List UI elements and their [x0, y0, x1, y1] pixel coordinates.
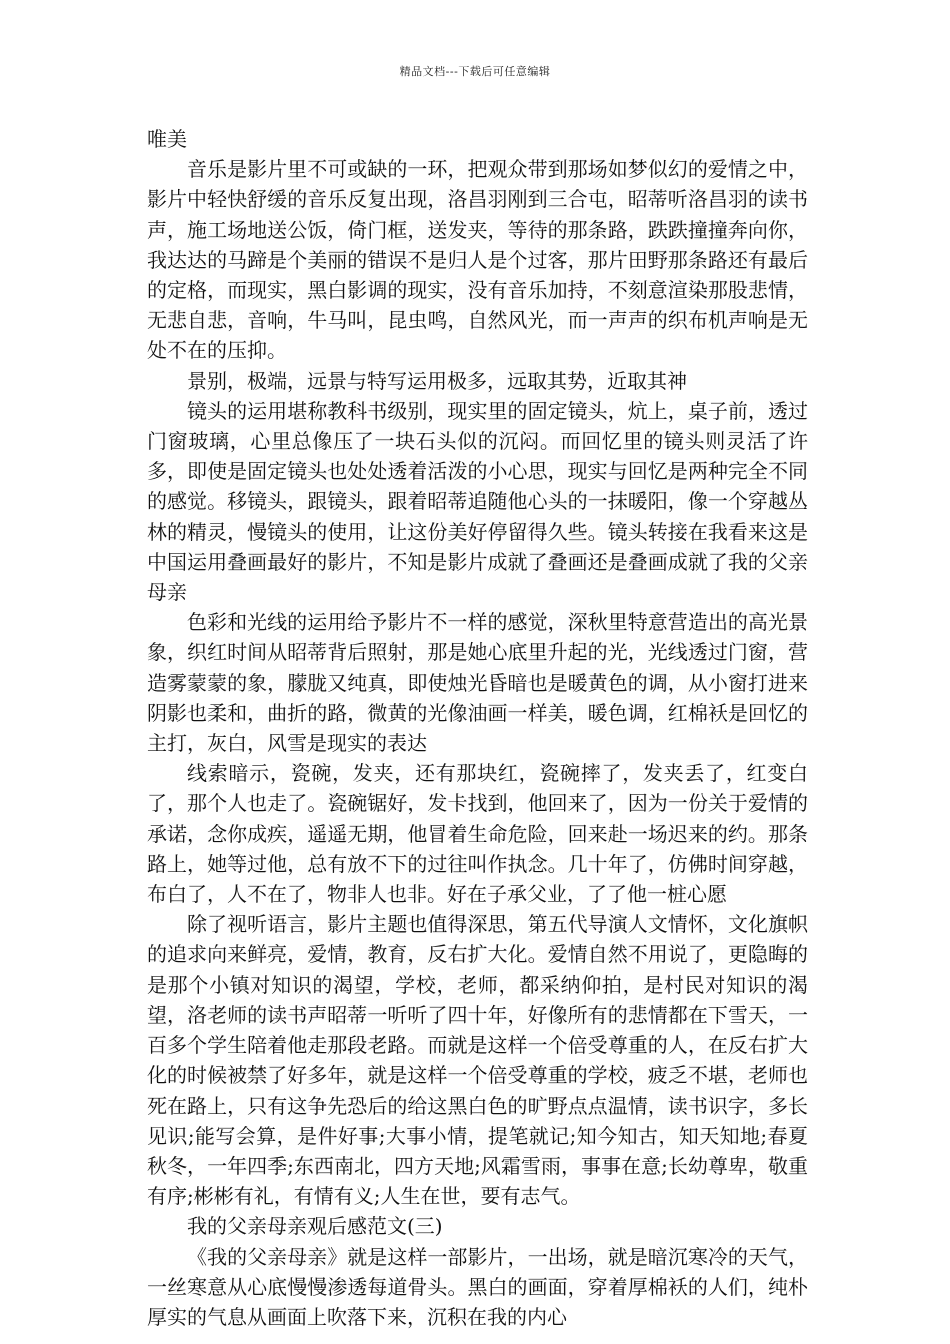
essay-title: 我的父亲母亲观后感范文(三)	[187, 1214, 443, 1239]
page-header: 精品文档---下载后可任意编辑	[399, 65, 551, 78]
paragraph-essay-intro: 《我的父亲母亲》就是这样一部影片，一出场，就是暗沉寒冷的天气，一丝寒意从心底慢慢渗透每道骨头。黑白的画面，穿着厚棉袄的人们，纯朴厚实的气息从画面上吹落下来，沉积在我的内心	[147, 1244, 808, 1329]
paragraph-framing: 景别，极端，远景与特写运用极多，远取其势，近取其神	[187, 368, 687, 393]
paragraph-camera: 镜头的运用堪称教科书级别，现实里的固定镜头，炕上，桌子前，透过门窗玻璃，心里总像压了一块石头似的沉闷。而回忆里的镜头则灵活了许多，即使是固定镜头也处处透着活泼的小心思，现实与回忆是两种完全不同的感觉。移镜头，跟镜头，跟着昭蒂追随他心头的一抹暖阳，像一个穿越丛林的精灵，慢镜头的使用，让这份美好停留得久些。镜头转接在我看来这是中国运用叠画最好的影片，不知是影片成就了叠画还是叠画成就了我的父亲母亲	[147, 398, 808, 605]
document-body	[147, 124, 808, 1332]
paragraph-clues: 线索暗示，瓷碗，发夹，还有那块红，瓷碗摔了，发夹丢了，红变白了，那个人也走了。瓷碗锯好，发卡找到，他回来了，因为一份关于爱情的承诺，念你成疾，遥遥无期，他冒着生命危险，回来赴一场迟来的约。那条路上，她等过他，总有放不下的过往叫作执念。几十年了，仿佛时间穿越，布白了，人不在了，物非人也非。好在子承父业，了了他一桩心愿	[147, 761, 808, 907]
section-heading: 唯美	[147, 127, 187, 151]
paragraph-color-light: 色彩和光线的运用给予影片不一样的感觉，深秋里特意营造出的高光景象，织红时间从昭蒂背后照射，那是她心底里升起的光，光线透过门窗，营造雾蒙蒙的象，朦胧又纯真，即使烛光昏暗也是暖黄色的调，从小窗打进来阴影也柔和，曲折的路，微黄的光像油画一样美，暖色调，红棉袄是回忆的主打，灰白，风雪是现实的表达	[147, 610, 808, 756]
paragraph-music: 音乐是影片里不可或缺的一环，把观众带到那场如梦似幻的爱情之中，影片中轻快舒缓的音乐反复出现，洛昌羽刚到三合屯，昭蒂听洛昌羽的读书声，施工场地送公饭，倚门框，送发夹，等待的那条路，跌跌撞撞奔向你，我达达的马蹄是个美丽的错误不是归人是个过客，那片田野那条路还有最后的定格，而现实，黑白影调的现实，没有音乐加持，不刻意渲染那股悲情，无悲自悲，音响，牛马叫，昆虫鸣，自然风光，而一声声的织布机声响是无处不在的压抑。	[147, 157, 808, 363]
paragraph-theme: 除了视听语言，影片主题也值得深思，第五代导演人文情怀，文化旗帜的追求向来鲜亮，爱情，教育，反右扩大化。爱情自然不用说了，更隐晦的是那个小镇对知识的渴望，学校，老师，都采纳仰拍，是村民对知识的渴望，洛老师的读书声昭蒂一听听了四十年，好像所有的悲情都在下雪天，一百多个学生陪着他走那段老路。而就是这样一个倍受尊重的人，在反右扩大化的时候被禁了好多年，就是这样一个倍受尊重的学校，疲乏不堪，老师也死在路上，只有这争先恐后的给这黑白色的旷野点点温情，读书识字，多长见识;能写会算，是件好事;大事小情，提笔就记;知今知古，知天知地;春夏秋冬，一年四季;东西南北，四方天地;风霜雪雨，事事在意;长幼尊卑，敬重有序;彬彬有礼，有情有义;人生在世，要有志气。	[147, 912, 808, 1209]
